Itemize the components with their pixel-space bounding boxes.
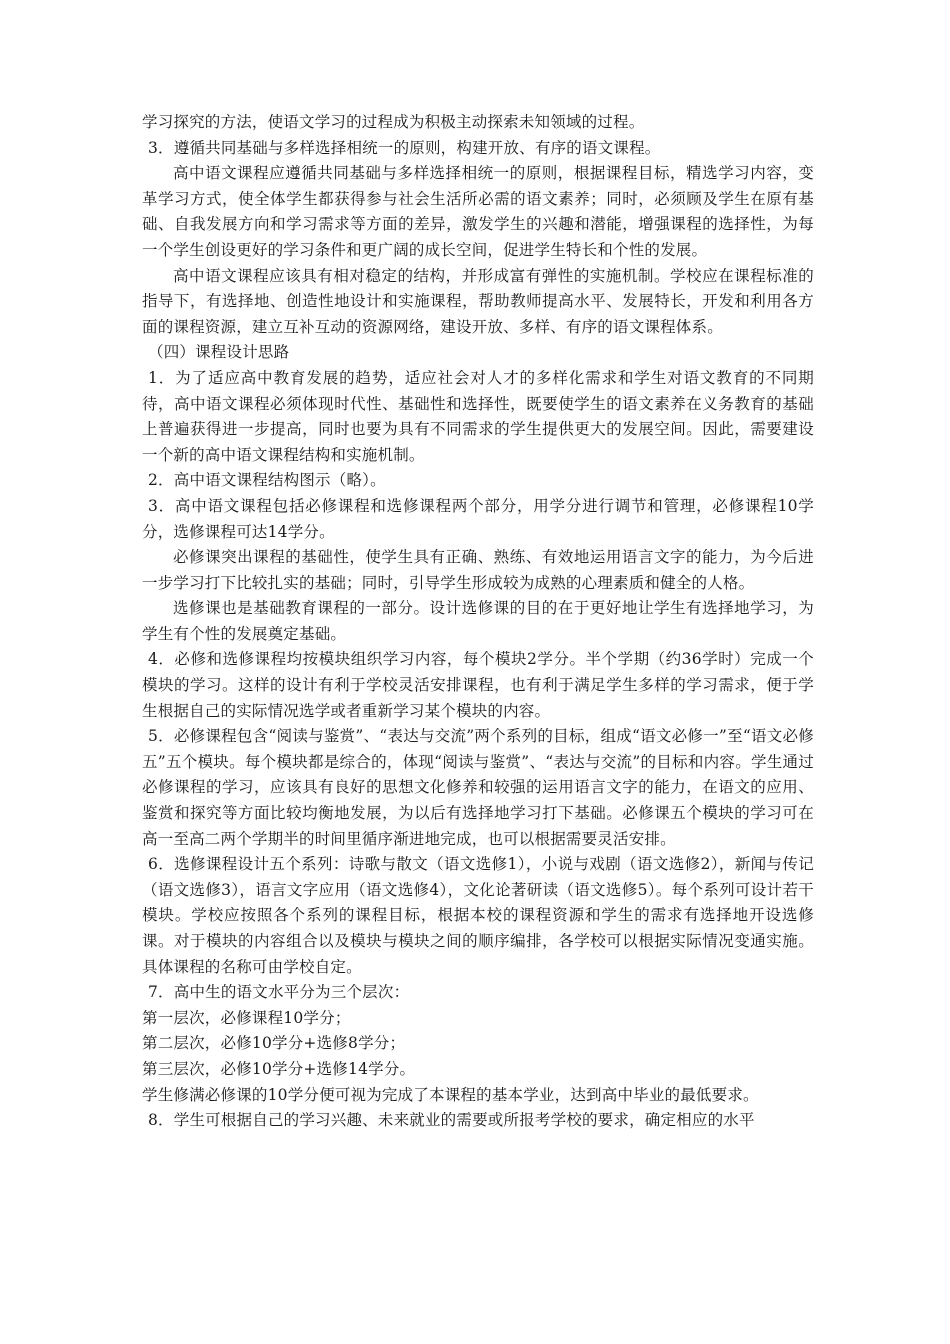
paragraph: 8．学生可根据自己的学习兴趣、未来就业的需要或所报考学校的要求，确定相应的水平: [148, 1111, 755, 1130]
paragraph: 6．选修课程设计五个系列：诗歌与散文（语文选修1），小说与戏剧（语文选修2），新闻与传记（语文选修3），语言文字应用（语文选修4），文化论著研读（语文选修5）。每个系列可设计若干模块。学校应按照各个系列的课程目标，根据本校的课程资源和学生的需求有选择地开设选修课。对于模块的内容组合以及模块与模块之间的顺序编排，各学校可以根据实际情况变通实施。具体课程的名称可由学校自定。: [142, 855, 814, 976]
paragraph: 2．高中语文课程结构图示（略）。: [148, 471, 386, 490]
document-body: [142, 110, 814, 1134]
paragraph: 学生修满必修课的10学分便可视为完成了本课程的基本学业，达到高中毕业的最低要求。: [142, 1085, 759, 1104]
level-item: 第一层次，必修课程10学分；: [142, 1008, 351, 1027]
paragraph: 必修课突出课程的基础性，使学生具有正确、熟练、有效地运用语言文字的能力，为今后进一步学习打下比较扎实的基础；同时，引导学生形成较为成熟的心理素质和健全的人格。: [142, 548, 814, 592]
paragraph: 3．遵循共同基础与多样选择相统一的原则，构建开放、有序的语文课程。: [148, 138, 661, 157]
paragraph: 1．为了适应高中教育发展的趋势，适应社会对人才的多样化需求和学生对语文教育的不同期待，高中语文课程必须体现时代性、基础性和选择性，既要使学生的语文素养在义务教育的基础上普遍获得进一步提高，同时也要为具有不同需求的学生提供更大的发展空间。因此，需要建设一个新的高中语文课程结构和实施机制。: [142, 368, 814, 464]
section-heading: （四）课程设计思路: [148, 343, 290, 362]
paragraph: 学习探究的方法，使语文学习的过程成为积极主动探索未知领域的过程。: [142, 113, 645, 131]
paragraph: 高中语文课程应遵循共同基础与多样选择相统一的原则，根据课程目标，精选学习内容，变革学习方式，使全体学生都获得参与社会生活所必需的语文素养；同时，必须顾及学生在原有基础、自我发展方向和学习需求等方面的差异，激发学生的兴趣和潜能，增强课程的选择性，为每一个学生创设更好的学习条件和更广阔的成长空间，促进学生特长和个性的发展。: [142, 164, 814, 259]
paragraph: 5．必修课程包含“阅读与鉴赏”、“表达与交流”两个系列的目标，组成“语文必修一”至“语文必修五”五个模块。每个模块都是综合的，体现“阅读与鉴赏”、“表达与交流”的目标和内容。学生通过必修课程的学习，应该具有良好的思想文化修养和较强的运用语言文字的能力，在语文的应用、鉴赏和探究等方面比较均衡地发展，为以后有选择地学习打下基础。必修课五个模块的学习可在高一至高二两个学期半的时间里循序渐进地完成，也可以根据需要灵活安排。: [142, 727, 814, 848]
paragraph: 高中语文课程应该具有相对稳定的结构，并形成富有弹性的实施机制。学校应在课程标准的指导下，有选择地、创造性地设计和实施课程，帮助教师提高水平、发展特长，开发和利用各方面的课程资源，建立互补互动的资源网络，建设开放、多样、有序的语文课程体系。: [142, 266, 814, 336]
paragraph: 7．高中生的语文水平分为三个层次：: [148, 983, 410, 1002]
paragraph: 选修课也是基础教育课程的一部分。设计选修课的目的在于更好地让学生有选择地学习，为学生有个性的发展奠定基础。: [142, 599, 814, 643]
level-item: 第三层次，必修10学分+选修14学分。: [142, 1059, 416, 1078]
paragraph: 4．必修和选修课程均按模块组织学习内容，每个模块2学分。半个学期（约36学时）完成一个模块的学习。这样的设计有利于学校灵活安排课程，也有利于满足学生多样的学习需求，便于学生根据自己的实际情况选学或者重新学习某个模块的内容。: [142, 650, 814, 720]
paragraph: 3．高中语文课程包括必修课程和选修课程两个部分，用学分进行调节和管理，必修课程10学分，选修课程可达14学分。: [142, 496, 814, 541]
level-item: 第二层次，必修10学分+选修8学分；: [142, 1034, 406, 1053]
